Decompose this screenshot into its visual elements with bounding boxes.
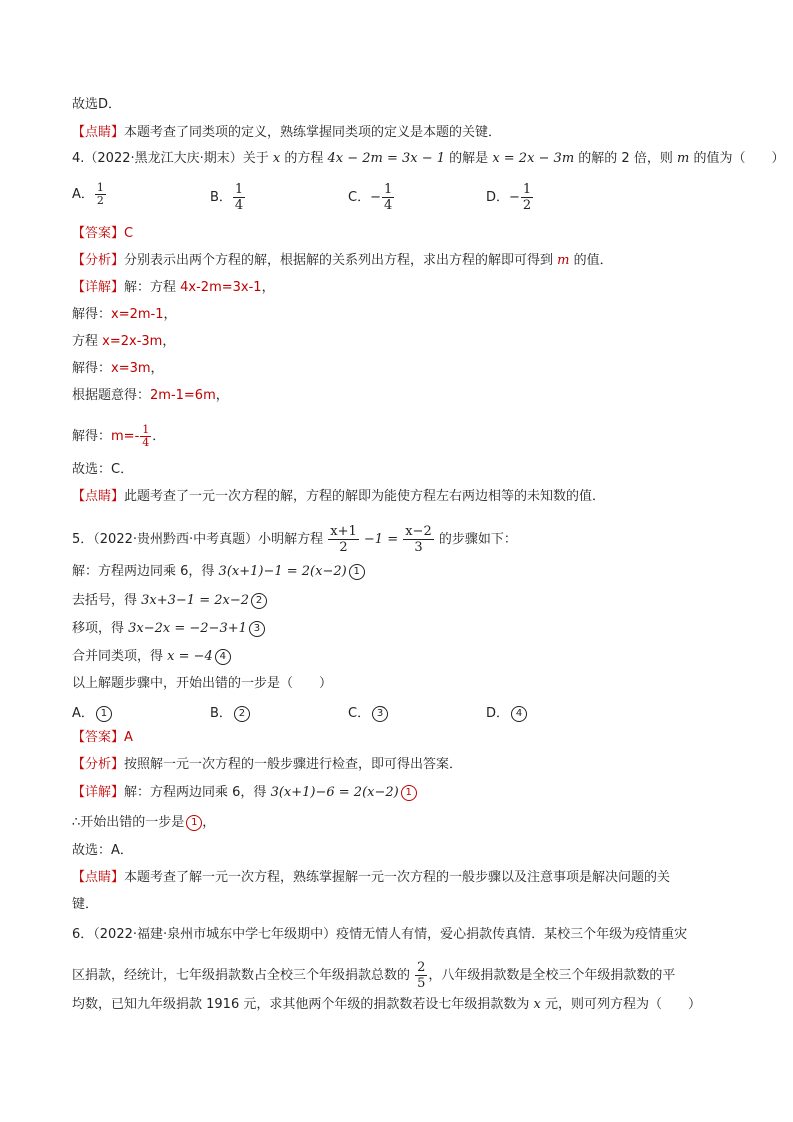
q4-comment: 【点睛】此题考查了一元一次方程的解，方程的解即为能使方程左右两边相等的未知数的值． (72, 489, 606, 504)
q5-comment-cont: 键． (72, 897, 99, 912)
q6-line-2: 区捐款，经统计，七年级捐款数占全校三个年级捐款总数的 $\frac{2}{5}$ ，八年级捐款数是全校三个年级捐款数的平 (72, 960, 676, 991)
prev-choose: 故选D． (72, 97, 122, 112)
q5-step-3: 移项，得 3x−2x = −2−3+1 3 (72, 620, 265, 638)
q5-choose: 故选：A． (72, 843, 133, 858)
q5-option-d[interactable]: D． 4 (486, 702, 527, 722)
q5-comment: 【点睛】本题考查了解一元一次方程，熟练掌握解一元一次方程的一般步骤以及注意事项是解决问题的关 (72, 870, 671, 885)
q4-option-a[interactable]: A． $\frac{1}{2}$ (72, 181, 104, 207)
q6-line-3: 均数，已知九年级捐款 1916 元，求其他两个年级的捐款数若设七年级捐款数为 x 元，则可列方程为（ ） (72, 997, 701, 1012)
q4-option-b[interactable]: B． $\frac{1}{4}$ (210, 182, 244, 213)
q4-step-4: 根据题意得：2m-1=6m， (72, 388, 229, 403)
q5-analysis: 【分析】按照解一元一次方程的一般步骤进行检查，即可得出答案． (72, 757, 463, 772)
q5-step-4: 合并同类项，得 x = −4 4 (72, 648, 231, 666)
q5-option-a[interactable]: A． 1 (72, 702, 112, 722)
q5-option-b[interactable]: B． 2 (210, 702, 250, 722)
q4-answer: 【答案】C (72, 226, 134, 241)
q5-step-1: 解：方程两边同乘 6，得 3(x+1)−1 = 2(x−2) 1 (72, 563, 365, 581)
q5-detail: 【详解】解：方程两边同乘 6，得 3(x+1)−6 = 2(x−2) 1 (72, 784, 417, 802)
q4-option-c[interactable]: C．− $\frac{1}{4}$ (348, 182, 393, 213)
q5-question: 以上解题步骤中，开始出错的一步是（ ） (72, 676, 333, 691)
q4-step-2: 方程 x=2x-3m， (72, 334, 176, 349)
q5-therefore: ∴开始出错的一步是 1 ， (72, 815, 216, 830)
q4-detail: 【详解】解：方程 4x-2m=3x-1， (72, 280, 275, 295)
q5-answer: 【答案】A (72, 730, 133, 745)
q5-stem: 5．（2022·贵州黔西·中考真题）小明解方程 $\frac{x+1}{2}$ −1 = $\frac{x-2}{3}$ 的步骤如下： (72, 524, 517, 555)
q4-step-3: 解得：x=3m， (72, 361, 164, 376)
q4-option-d[interactable]: D．− $\frac{1}{2}$ (486, 182, 532, 213)
q4-step-5: 解得：m=- $\frac{1}{4}$ ． (72, 423, 166, 449)
q5-step-2: 去括号，得 3x+3−1 = 2x−2 2 (72, 592, 267, 610)
q4-choose: 故选：C． (72, 462, 134, 477)
prev-comment: 【点睛】本题考查了同类项的定义，熟练掌握同类项的定义是本题的关键． (72, 125, 502, 140)
q5-option-c[interactable]: C． 3 (348, 702, 388, 722)
q4-step-1: 解得：x=2m-1， (72, 307, 177, 322)
q4-analysis: 【分析】分别表示出两个方程的解，根据解的关系列出方程，求出方程的解即可得到 m 的值． (72, 253, 613, 268)
q4-stem: 4.（2022·黑龙江大庆·期末）关于 x 的方程 4x − 2m = 3x − 1 的解是 x = 2x − 3m 的解的 2 倍，则 m 的值为（ ） (72, 151, 785, 166)
q6-line-1: 6．（2022·福建·泉州市城东中学七年级期中）疫情无情人有情，爱心捐款传真情．某校三个年级为疫情重灾 (72, 927, 688, 942)
